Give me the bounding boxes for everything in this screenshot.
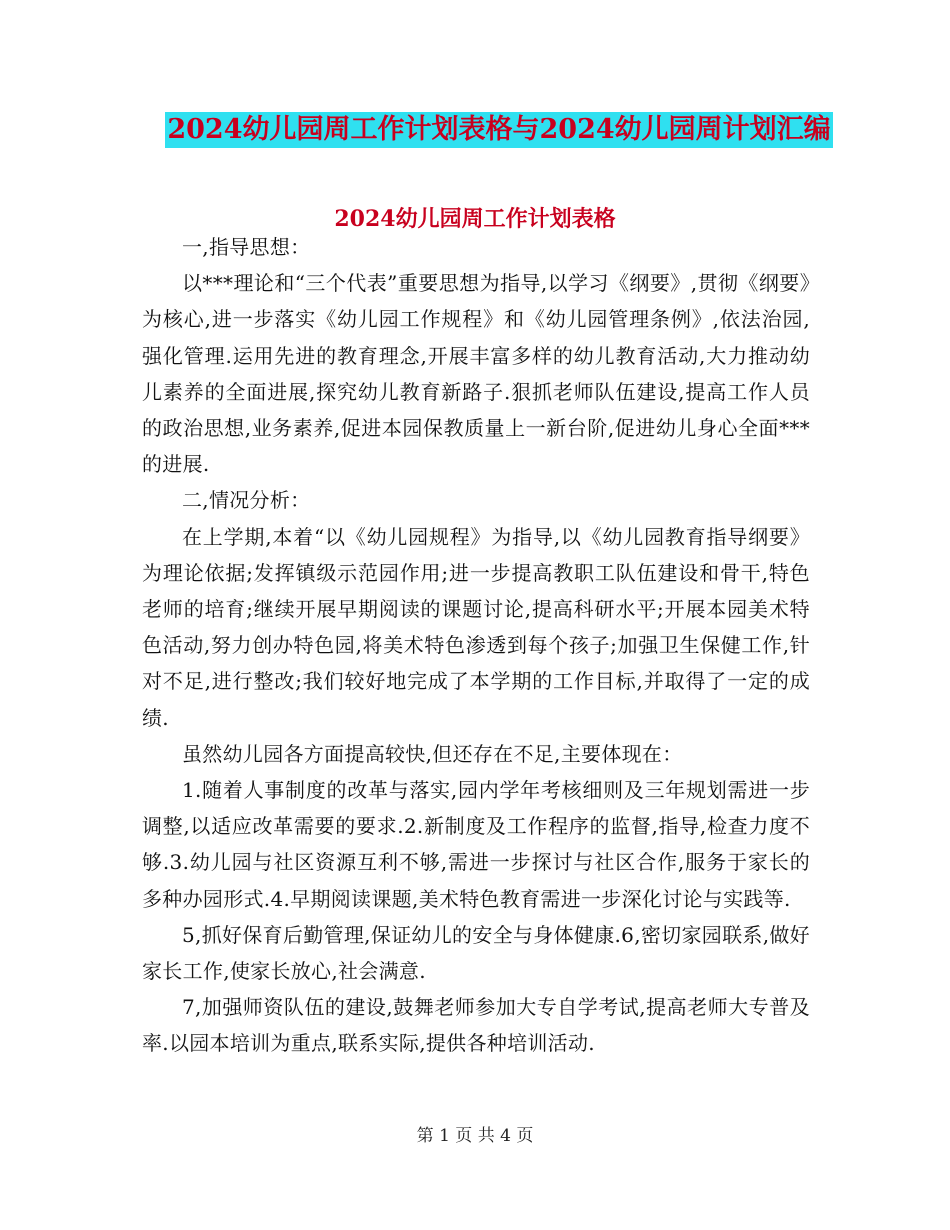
paragraph-item-7: 7,加强师资队伍的建设,鼓舞老师参加大专自学考试,提高老师大专普及率.以园本培训为重点,联系实际,提供各种培训活动. — [142, 995, 810, 1056]
paragraph-shortcomings-list: 1.随着人事制度的改革与落实,园内学年考核细则及三年规划需进一步调整,以适应改革需要的要求.2.新制度及工作程序的监督,指导,检查力度不够.3.幼儿园与社区资源互利不够,需进一步探讨与社区合作,服务于家长的多种办园形式.4.早期阅读课题,美术特色教育需进一步深化讨论与实践等. — [142, 778, 810, 911]
section-title: 2024幼儿园周工作计划表格 — [334, 206, 616, 232]
page-number-footer: 第 1 页 共 4 页 — [416, 1126, 534, 1146]
paragraph-shortcomings-intro: 虽然幼儿园各方面提高较快,但还存在不足,主要体现在： — [182, 741, 683, 766]
paragraph-items-5-6: 5,抓好保育后勤管理,保证幼儿的安全与身体健康.6,密切家园联系,做好家长工作,使家长放心,社会满意. — [142, 922, 810, 984]
document-title-container — [0, 112, 950, 148]
heading-situation-analysis: 二,情况分析： — [182, 488, 311, 513]
paragraph-guiding-ideology: 以***理论和“三个代表”重要思想为指导,以学习《纲要》,贯彻《纲要》为核心,进一步落实《幼儿园工作规程》和《幼儿园管理条例》,依法治园,强化管理.运用先进的教育理念,开展丰富多样的幼儿教育活动,大力推动幼儿素养的全面进展,探究幼儿教育新路子.狠抓老师队伍建设,提高工作人员的政治思想,业务素养,促进本园保教质量上一新台阶,促进幼儿身心全面***的进展. — [142, 271, 810, 477]
heading-guiding-ideology: 一,指导思想： — [182, 235, 311, 259]
document-title: 2024幼儿园周工作计划表格与2024幼儿园周计划汇编 — [165, 112, 832, 148]
paragraph-situation-analysis: 在上学期,本着“以《幼儿园规程》为指导,以《幼儿园教育指导纲要》为理论依据;发挥镇级示范园作用;进一步提高教职工队伍建设和骨干,特色老师的培育;继续开展早期阅读的课题讨论,提高科研水平;开展本园美术特色活动,努力创办特色园,将美术特色渗透到每个孩子;加强卫生保健工作,针对不足,进行整改;我们较好地完成了本学期的工作目标,并取得了一定的成绩. — [142, 524, 810, 730]
document-body — [142, 229, 810, 1062]
